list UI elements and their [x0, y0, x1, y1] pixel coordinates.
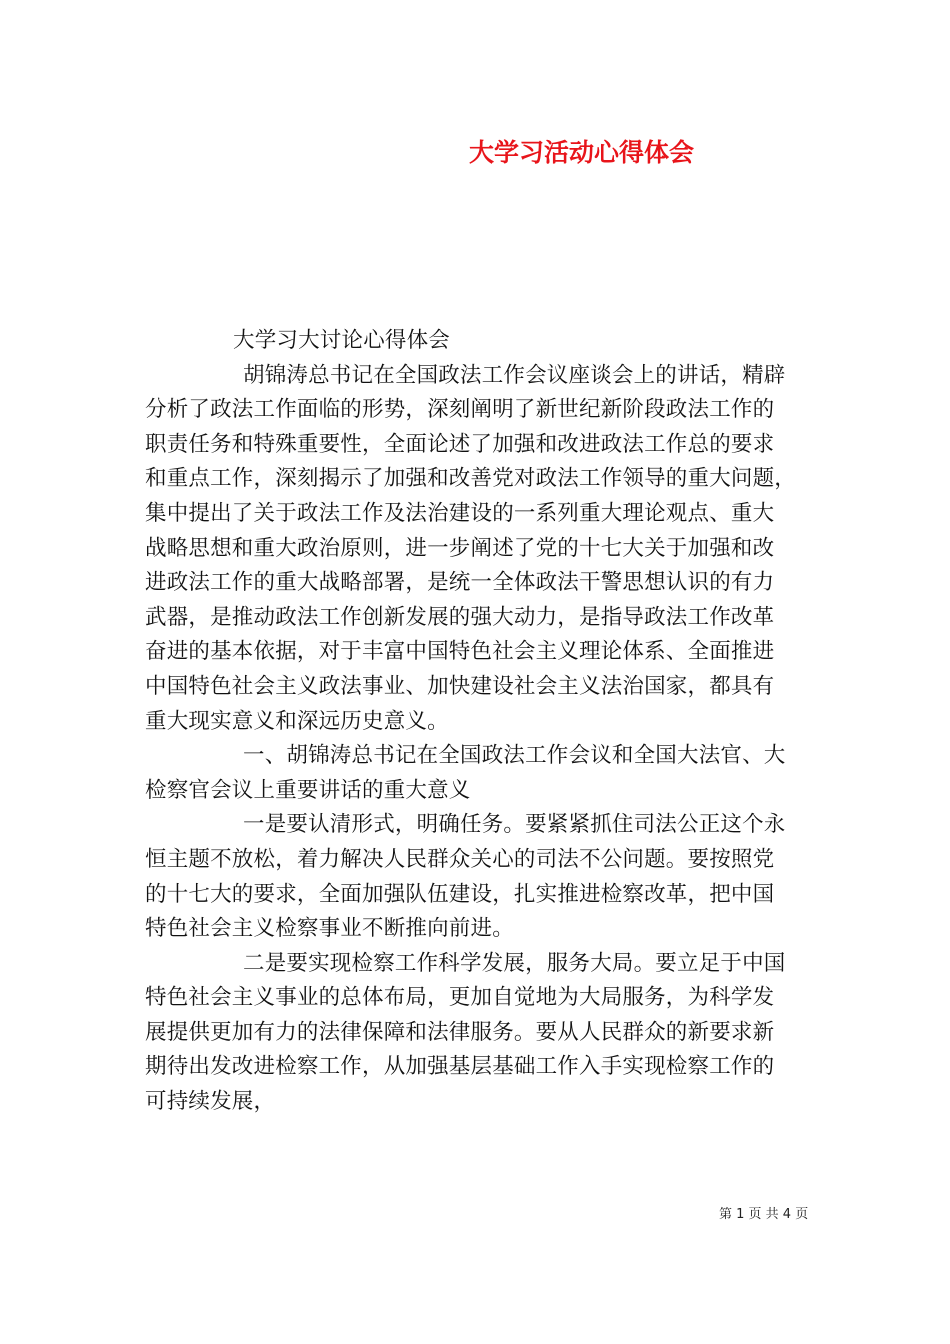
paragraph-line: 恒主题不放松，着力解决人民群众关心的司法不公问题。要按照党	[145, 846, 775, 872]
paragraph-line: 集中提出了关于政法工作及法治建设的一系列重大理论观点、重大	[145, 500, 775, 526]
paragraph-line: 的十七大的要求，全面加强队伍建设，扎实推进检察改革，把中国	[145, 881, 775, 907]
paragraph-line: 重大现实意义和深远历史意义。	[145, 708, 449, 734]
paragraph-line: 战略思想和重大政治原则，进一步阐述了党的十七大关于加强和改	[145, 535, 775, 561]
paragraph-line: 和重点工作，深刻揭示了加强和改善党对政法工作领导的重大问题，	[145, 466, 797, 492]
paragraph-line: 特色社会主义事业的总体布局，更加自觉地为大局服务，为科学发	[145, 985, 775, 1011]
paragraph-point-one	[145, 808, 825, 946]
paragraph-line: 展提供更加有力的法律保障和法律服务。要从人民群众的新要求新	[145, 1019, 775, 1045]
page-number-footer: 第 1 页 共 4 页	[719, 1207, 809, 1222]
paragraph-line: 职责任务和特殊重要性，全面论述了加强和改进政法工作总的要求	[145, 431, 775, 457]
paragraph-line: 检察官会议上重要讲话的重大意义	[145, 777, 471, 803]
paragraph-line: 可持续发展，	[145, 1089, 276, 1115]
paragraph-line: 进政法工作的重大战略部署，是统一全体政法干警思想认识的有力	[145, 570, 775, 596]
paragraph-line: 中国特色社会主义政法事业、加快建设社会主义法治国家，都具有	[145, 673, 775, 699]
paragraph-line: 一是要认清形式，明确任务。要紧紧抓住司法公正这个永	[243, 812, 786, 838]
paragraph-line: 武器，是推动政法工作创新发展的强大动力，是指导政法工作改革	[145, 604, 775, 630]
paragraph-line: 二是要实现检察工作科学发展，服务大局。要立足于中国	[243, 950, 786, 976]
paragraph-line: 分析了政法工作面临的形势，深刻阐明了新世纪新阶段政法工作的	[145, 397, 775, 423]
paragraph-intro	[145, 359, 825, 740]
paragraph-point-two	[145, 947, 825, 1120]
paragraph-line: 一、胡锦涛总书记在全国政法工作会议和全国大法官、大	[243, 743, 786, 769]
document-title: 大学习活动心得体会	[469, 138, 695, 167]
section-heading-one	[145, 739, 825, 808]
document-subtitle: 大学习大讨论心得体会	[233, 328, 451, 353]
paragraph-line: 期待出发改进检察工作，从加强基层基础工作入手实现检察工作的	[145, 1054, 775, 1080]
document-body	[145, 324, 825, 1120]
paragraph-line: 胡锦涛总书记在全国政法工作会议座谈会上的讲话，精辟	[243, 362, 786, 388]
paragraph-line: 特色社会主义检察事业不断推向前进。	[145, 916, 514, 942]
paragraph-line: 奋进的基本依据，对于丰富中国特色社会主义理论体系、全面推进	[145, 639, 775, 665]
